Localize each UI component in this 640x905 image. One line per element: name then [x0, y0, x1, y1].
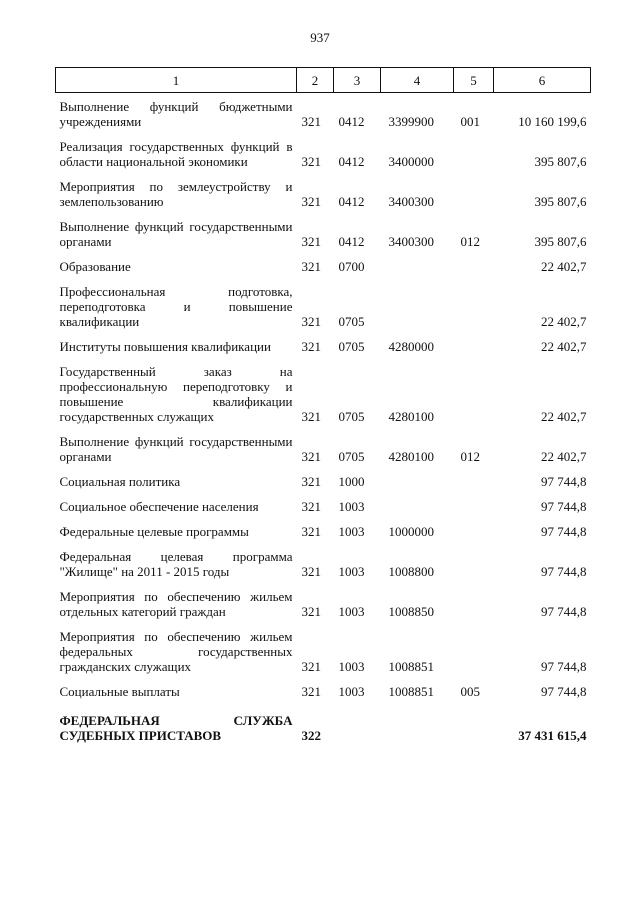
cell-exptype: [454, 699, 494, 743]
cell-admin: 321: [301, 449, 321, 464]
cell-name: Мероприятия по обеспечению жильем отдельных категорий граждан: [59, 589, 293, 619]
table-body: [56, 93, 591, 744]
cell-section: 1003: [338, 604, 365, 619]
cell-article: 4280000: [388, 339, 434, 354]
table-row: [56, 699, 591, 743]
cell-exptype: [454, 169, 494, 209]
cell-article: [381, 464, 454, 489]
cell-name: Реализация государственных функций в области национальной экономики: [59, 139, 293, 169]
cell-article: 4280100: [388, 449, 434, 464]
table-row: [56, 619, 591, 674]
cell-exptype: [454, 539, 494, 579]
cell-amount: 22 402,7: [541, 314, 587, 329]
cell-article: [381, 489, 454, 514]
cell-admin: 321: [301, 314, 321, 329]
cell-admin: 321: [301, 474, 321, 489]
cell-name: Мероприятия по землеустройству и землепользованию: [59, 179, 293, 209]
cell-section: 1003: [338, 684, 365, 699]
cell-amount: 395 807,6: [534, 154, 587, 169]
cell-section: 1000: [338, 474, 365, 489]
cell-article: 1008851: [388, 684, 434, 699]
cell-amount: 97 744,8: [541, 659, 587, 674]
page-number: 937: [310, 30, 330, 45]
cell-exptype: 012: [460, 234, 480, 249]
table-row: [56, 579, 591, 619]
header-cell-5: 5: [454, 68, 494, 93]
cell-article: 1000000: [388, 524, 434, 539]
cell-article: 1008800: [388, 564, 434, 579]
table-row: [56, 93, 591, 130]
header-cell-1: 1: [56, 68, 297, 93]
cell-name: Мероприятия по обеспечению жильем федеральных государственных гражданских служащих: [59, 629, 293, 674]
table-row: [56, 674, 591, 699]
cell-name: Выполнение функций государственными органами: [59, 219, 293, 249]
cell-amount: 97 744,8: [541, 474, 587, 489]
cell-article: 1008851: [388, 659, 434, 674]
header-row: [56, 68, 591, 93]
cell-section: 0705: [338, 314, 365, 329]
cell-admin: 321: [301, 259, 321, 274]
cell-name: Социальная политика: [59, 474, 181, 489]
table-row: [56, 169, 591, 209]
cell-name: Профессиональная подготовка, переподготовка и повышение квалификации: [59, 284, 293, 329]
cell-admin: 321: [301, 234, 321, 249]
cell-exptype: 001: [460, 114, 480, 129]
cell-section: 0412: [338, 114, 365, 129]
table-row: [56, 539, 591, 579]
cell-section: 0705: [338, 339, 365, 354]
cell-section: 0705: [338, 409, 365, 424]
header-cell-3: 3: [334, 68, 381, 93]
header-cell-6: 6: [494, 68, 591, 93]
cell-section: 1003: [338, 659, 365, 674]
table-row: [56, 209, 591, 249]
cell-section: [334, 699, 381, 743]
cell-name: ФЕДЕРАЛЬНАЯ СЛУЖБА СУДЕБНЫХ ПРИСТАВОВ: [59, 713, 293, 743]
cell-article: 3400000: [388, 154, 434, 169]
table-row: [56, 489, 591, 514]
cell-admin: 321: [301, 339, 321, 354]
cell-amount: 22 402,7: [541, 339, 587, 354]
cell-admin: 321: [301, 524, 321, 539]
cell-exptype: [454, 354, 494, 424]
cell-article: 4280100: [388, 409, 434, 424]
cell-admin: 321: [301, 409, 321, 424]
cell-section: 0412: [338, 154, 365, 169]
cell-amount: 97 744,8: [541, 564, 587, 579]
cell-amount: 10 160 199,6: [518, 114, 587, 129]
table-row: [56, 129, 591, 169]
cell-name: Социальные выплаты: [59, 684, 180, 699]
cell-exptype: 005: [460, 684, 480, 699]
cell-name: Федеральная целевая программа "Жилище" на 2011 - 2015 годы: [59, 549, 293, 579]
cell-section: 0412: [338, 234, 365, 249]
cell-exptype: [454, 619, 494, 674]
cell-name: Государственный заказ на профессиональную переподготовку и повышение квалификации государственных служащих: [59, 364, 293, 424]
cell-amount: 37 431 615,4: [518, 728, 587, 743]
cell-admin: 321: [301, 194, 321, 209]
cell-name: Федеральные целевые программы: [59, 524, 249, 539]
cell-amount: 395 807,6: [534, 194, 587, 209]
header-cell-4: 4: [381, 68, 454, 93]
cell-section: 0705: [338, 449, 365, 464]
cell-exptype: [454, 274, 494, 329]
budget-table: [55, 67, 591, 743]
cell-exptype: [454, 464, 494, 489]
cell-section: 1003: [338, 499, 365, 514]
cell-exptype: 012: [460, 449, 480, 464]
cell-amount: 22 402,7: [541, 449, 587, 464]
table-row: [56, 464, 591, 489]
cell-admin: 321: [301, 604, 321, 619]
cell-article: [381, 249, 454, 274]
cell-exptype: [454, 129, 494, 169]
table-row: [56, 354, 591, 424]
cell-amount: 97 744,8: [541, 684, 587, 699]
cell-amount: 97 744,8: [541, 604, 587, 619]
cell-admin: 321: [301, 564, 321, 579]
cell-article: [381, 274, 454, 329]
cell-admin: 321: [301, 684, 321, 699]
cell-amount: 97 744,8: [541, 499, 587, 514]
cell-exptype: [454, 249, 494, 274]
cell-article: 3400300: [388, 234, 434, 249]
cell-name: Выполнение функций государственными органами: [59, 434, 293, 464]
cell-section: 1003: [338, 524, 365, 539]
cell-section: 0700: [338, 259, 365, 274]
cell-admin: 321: [301, 659, 321, 674]
table-row: [56, 424, 591, 464]
cell-article: 3400300: [388, 194, 434, 209]
cell-amount: 22 402,7: [541, 259, 587, 274]
cell-amount: 22 402,7: [541, 409, 587, 424]
cell-exptype: [454, 489, 494, 514]
cell-article: [381, 699, 454, 743]
cell-admin: 321: [301, 154, 321, 169]
cell-admin: 321: [301, 114, 321, 129]
table-row: [56, 329, 591, 354]
table-header: [56, 68, 591, 93]
table-row: [56, 249, 591, 274]
header-cell-2: 2: [297, 68, 334, 93]
cell-admin: 321: [301, 499, 321, 514]
cell-name: Выполнение функций бюджетными учреждениями: [59, 99, 293, 129]
cell-article: 3399900: [388, 114, 434, 129]
cell-amount: 395 807,6: [534, 234, 587, 249]
table-row: [56, 274, 591, 329]
table-row: [56, 514, 591, 539]
cell-name: Образование: [59, 259, 131, 274]
cell-amount: 97 744,8: [541, 524, 587, 539]
cell-name: Социальное обеспечение населения: [59, 499, 259, 514]
cell-exptype: [454, 329, 494, 354]
cell-exptype: [454, 514, 494, 539]
cell-article: 1008850: [388, 604, 434, 619]
cell-exptype: [454, 579, 494, 619]
cell-section: 1003: [338, 564, 365, 579]
cell-section: 0412: [338, 194, 365, 209]
cell-admin: 322: [301, 728, 321, 743]
cell-name: Институты повышения квалификации: [59, 339, 271, 354]
